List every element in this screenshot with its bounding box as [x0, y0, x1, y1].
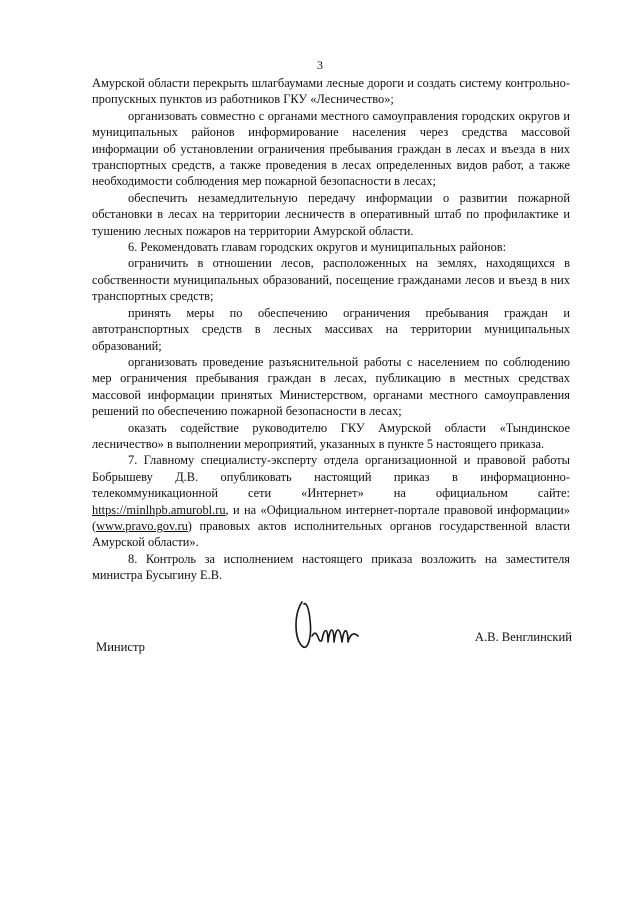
signature-block [92, 596, 572, 666]
signatory-title: Министр [96, 640, 145, 654]
paragraph: 6. Рекомендовать главам городских округов и муниципальных районов: [128, 240, 507, 255]
signatory-name: А.В. Венглинский [474, 630, 572, 644]
document-body [92, 75, 570, 584]
ministry-site-link[interactable]: https://minlhpb.amurobl.ru [92, 502, 226, 517]
paragraph: организовать совместно с органами местного самоуправления городских округов и муниципальных районов информирование населения через средства массовой информации об установлении ограничения пребывания граждан в лесах и въезда в них транспортных средств, а также проведения в лесах определенных видов работ, а также необходимости соблюдения мер пожарной безопасности в лесах; [92, 108, 570, 189]
paragraph-publication [92, 452, 570, 550]
paragraph: оказать содействие руководителю ГКУ Амурской области «Тындинское лесничество» в выполнении мероприятий, указанных в пункте 5 настоящего приказа. [92, 420, 570, 451]
paragraph: организовать проведение разъяснительной работы с населением по соблюдению мер ограничения пребывания граждан в лесах, публикацию в местных средствах массовой информации принятых Министерством, органами местного самоуправления решений по обеспечению пожарной безопасности в лесах; [92, 354, 570, 419]
paragraph: Амурской области перекрыть шлагбаумами лесные дороги и создать систему контрольно-пропускных пунктов из работников ГКУ «Лесничество»; [92, 76, 570, 107]
handwritten-signature [288, 596, 368, 656]
paragraph-control: 8. Контроль за исполнением настоящего приказа возложить на заместителя министра Бусыгину Е.В. [92, 551, 570, 583]
publication-text: ) правовых актов исполнительных органов государственной власти Амурской области». [92, 518, 570, 550]
publication-text: 7. Главному специалисту-эксперту отдела организационной и правовой работы Бобрышеву Д.В. опубликовать настоящий приказ в информационно-телекоммуникационной сети «Интернет» на официальном сайте: [92, 453, 570, 501]
paragraph: обеспечить незамедлительную передачу информации о развитии пожарной обстановки в лесах на территории лесничеств в оперативный штаб по профилактике и тушению лесных пожаров на территории Амурской области. [92, 190, 570, 238]
page-number: 3 [317, 58, 323, 72]
paragraph: принять меры по обеспечению ограничения пребывания граждан и автотранспортных средств в лесных массивах на территории муниципальных образований; [92, 305, 570, 353]
publication-text: , и на «Официальном интернет-портале правовой информации» ( [92, 502, 570, 533]
paragraph: ограничить в отношении лесов, расположенных на землях, находящихся в собственности муниципальных образований, посещение гражданами лесов и въезд в них транспортных средств; [92, 256, 570, 304]
pravo-portal-link[interactable]: www.pravo.gov.ru [96, 518, 188, 533]
